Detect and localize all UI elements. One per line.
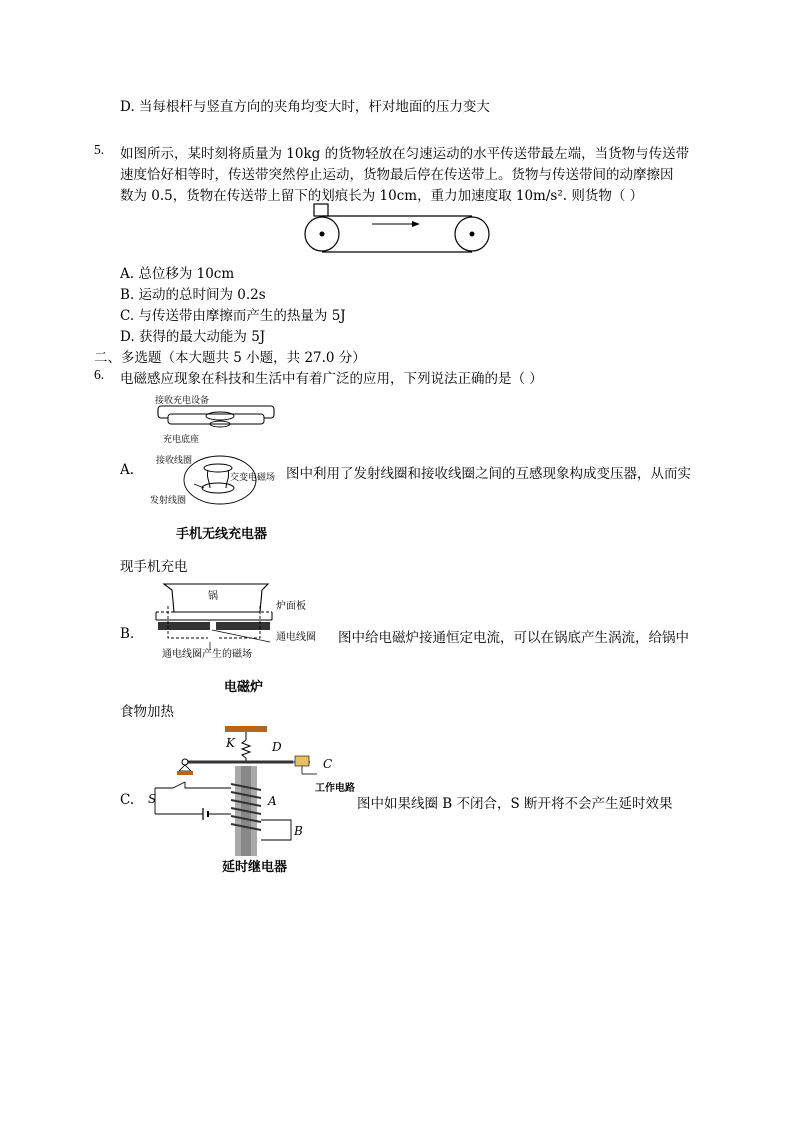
caption-wireless-charger: 手机无线充电器 (176, 527, 268, 542)
caption-induction-cooker: 电磁炉 (224, 680, 264, 695)
caption-delay-relay: 延时继电器 (222, 860, 288, 875)
q5-stem-line2: 速度恰好相等时，传送带突然停止运动，货物最后停在传送带上。货物与传送带间的动摩擦因 (120, 167, 674, 183)
label-charging-base: 充电底座 (163, 435, 200, 445)
q6-option-b-text[interactable]: 图中给电磁炉接通恒定电流，可以在锅底产生涡流，给锅中 (338, 630, 689, 646)
label-k: K (226, 736, 235, 750)
label-stove-panel: 炉面板 (276, 601, 306, 612)
section-heading: 二、多选题（本大题共 5 小题，共 27.0 分） (94, 350, 366, 366)
label-receiver-coil: 接收线圈 (156, 456, 193, 466)
q5-option-b[interactable]: B. 运动的总时间为 0.2s (120, 287, 266, 303)
coil-right (216, 622, 270, 630)
q5-number: 5. (94, 142, 105, 157)
q6-option-b-letter[interactable]: B. (120, 626, 135, 642)
spring (242, 740, 250, 758)
q5-option-a[interactable]: A. 总位移为 10cm (120, 266, 235, 282)
label-s: S (148, 792, 157, 806)
coil-b-loop (261, 820, 291, 840)
q5-option-c[interactable]: C. 与传送带由摩擦而产生的热量为 5J (120, 308, 346, 324)
label-pot: 锅 (208, 591, 218, 602)
q6-option-c-letter[interactable]: C. (120, 792, 135, 808)
q6-option-a-cont: 现手机充电 (120, 559, 188, 575)
q6-option-b-cont: 食物加热 (120, 704, 174, 720)
q6-option-c-text[interactable]: 图中如果线圈 B 不闭合，S 断开将不会产生延时效果 (357, 796, 673, 812)
cargo-box (314, 204, 328, 216)
label-energized-coil: 通电线圈 (276, 632, 316, 643)
label-a: A (268, 794, 277, 808)
switch-s (173, 782, 185, 788)
q5-stem-line1: 如图所示，某时刻将质量为 10kg 的货物轻放在匀速运动的水平传送带最左端，当货物与传送带 (120, 146, 690, 162)
support-plate (225, 726, 267, 732)
conveyor-belt-figure (300, 202, 500, 258)
label-coil-field: 通电线圈产生的磁场 (162, 649, 252, 660)
label-b: B (294, 824, 303, 838)
q6-option-a-letter[interactable]: A. (120, 462, 135, 478)
label-c-contact: C (323, 757, 333, 771)
q6-option-a-text[interactable]: 图中利用了发射线圈和接收线圈之间的互感现象构成变压器，从而实 (286, 466, 691, 482)
label-alternating-field: 交变电磁场 (230, 473, 276, 483)
q5-stem-line3: 数为 0.5，货物在传送带上留下的划痕长为 10cm，重力加速度取 10m/s². 则货物（ ） (120, 188, 644, 204)
q6-stem: 电磁感应现象在科技和生活中有着广泛的应用，下列说法正确的是（ ） (120, 371, 543, 387)
label-work-circuit: 工作电路 (315, 783, 355, 794)
pivot (182, 759, 188, 765)
label-receiver-device: 接收充电设备 (155, 396, 210, 406)
q6-number: 6. (94, 367, 105, 382)
coil-left (158, 622, 210, 630)
direction-arrow (412, 221, 420, 227)
label-d: D (272, 740, 282, 754)
q4-option-d[interactable]: D. 当每根杆与竖直方向的夹角均变大时，杆对地面的压力变大 (120, 99, 490, 115)
label-transmitter-coil: 发射线圈 (150, 496, 187, 506)
q5-option-d[interactable]: D. 获得的最大动能为 5J (120, 329, 266, 345)
contact (295, 756, 309, 766)
